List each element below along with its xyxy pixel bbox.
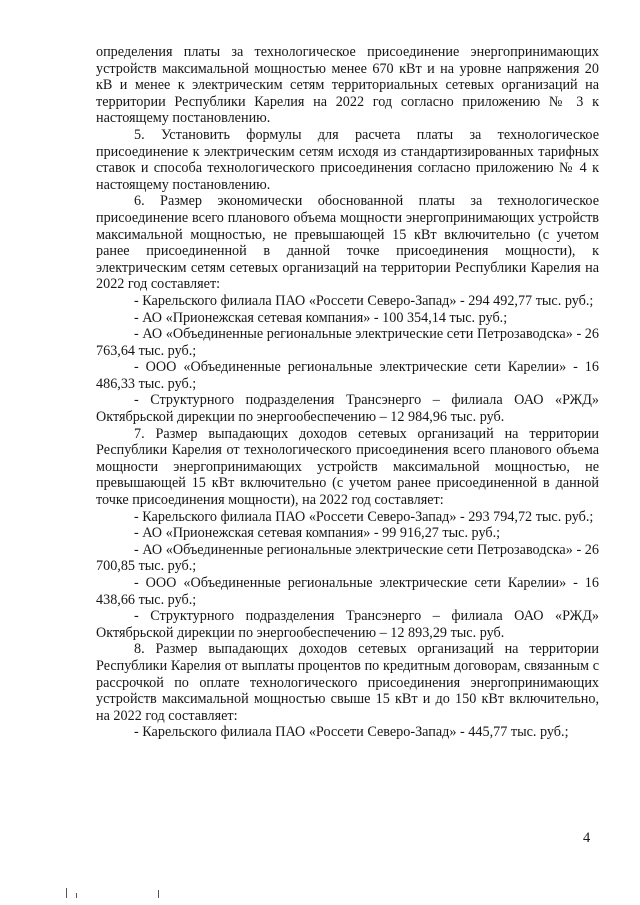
paragraph-item-7: 7. Размер выпадающих доходов сетевых организаций на территории Республики Карелия от технологического присоединения всего планового объема мощности энергопринимающих устройств максимальной мощностью, не превышающей 15 кВт включительно (с учетом ранее присоединенной в данной точке присоединения мощности), на 2022 год составляет: [96, 425, 599, 509]
list-item-karelia-branch-8: - Карельского филиала ПАО «Россети Северо-Запад» - 445,77 тыс. руб.; [134, 724, 569, 741]
paragraph-item-6: 6. Размер экономически обоснованной платы за технологическое присоединение всего планового объема мощности энергопринимающих устройств максимальной мощностью, не превышающей 15 кВт включительно (с учетом ранее присоединенной в данной точке присоединения мощности), к электрическим сетям сетевых организаций на территории Республики Карелия на 2022 год составляет: [96, 193, 599, 293]
document-body [96, 44, 599, 741]
paragraph-continuation: определения платы за технологическое присоединение энергопринимающих устройств максимальной мощностью менее 670 кВт и на уровне напряжения 20 кВ и менее к электрическим сетям территориальных сетевых организаций на территории Республики Карелия на 2022 год согласно приложению № 3 к настоящему постановлению. [96, 44, 599, 127]
page-number: 4 [583, 830, 591, 846]
list-item-karelia-branch-6: - Карельского филиала ПАО «Россети Северо-Запад» - 294 492,77 тыс. руб.; [134, 292, 594, 309]
list-item-prionezhskaya-6: - АО «Прионежская сетевая компания» - 100 354,14 тыс. руб.; [134, 309, 508, 326]
list-item-karelia-networks-6: - ООО «Объединенные региональные электрические сети Карелии» - 16 486,33 тыс. руб.; [96, 359, 599, 392]
list-item-prionezhskaya-7: - АО «Прионежская сетевая компания» - 99 916,27 тыс. руб.; [134, 525, 501, 542]
list-item-transenergo-7: - Структурного подразделения Трансэнерго – филиала ОАО «РЖД» Октябрьской дирекции по энергообеспечению – 12 893,29 тыс. руб. [96, 608, 599, 641]
scan-artifact-mark [66, 888, 67, 898]
scan-artifact-mark [76, 893, 77, 898]
scan-artifact-mark [158, 890, 159, 898]
paragraph-item-8: 8. Размер выпадающих доходов сетевых организаций на территории Республики Карелия от выплаты процентов по кредитным договорам, связанным с рассрочкой по оплате технологического присоединения энергопринимающих устройств максимальной мощностью свыше 15 кВт и до 150 кВт включительно, на 2022 год составляет: [96, 641, 599, 724]
list-item-petrozavodsk-7: - АО «Объединенные региональные электрические сети Петрозаводска» - 26 700,85 тыс. руб.; [96, 541, 599, 575]
paragraph-item-5: 5. Установить формулы для расчета платы за технологическое присоединение к электрическим сетям исходя из стандартизированных тарифных ставок и способа технологического присоединения согласно приложению № 4 к настоящему постановлению. [96, 126, 599, 193]
list-item-transenergo-6: - Структурного подразделения Трансэнерго – филиала ОАО «РЖД» Октябрьской дирекции по энергообеспечению – 12 984,96 тыс. руб. [96, 392, 599, 426]
list-item-karelia-branch-7: - Карельского филиала ПАО «Россети Северо-Запад» - 293 794,72 тыс. руб.; [134, 508, 594, 525]
list-item-karelia-networks-7: - ООО «Объединенные региональные электрические сети Карелии» - 16 438,66 тыс. руб.; [96, 575, 599, 608]
list-item-petrozavodsk-6: - АО «Объединенные региональные электрические сети Петрозаводска» - 26 763,64 тыс. руб.; [96, 326, 599, 359]
